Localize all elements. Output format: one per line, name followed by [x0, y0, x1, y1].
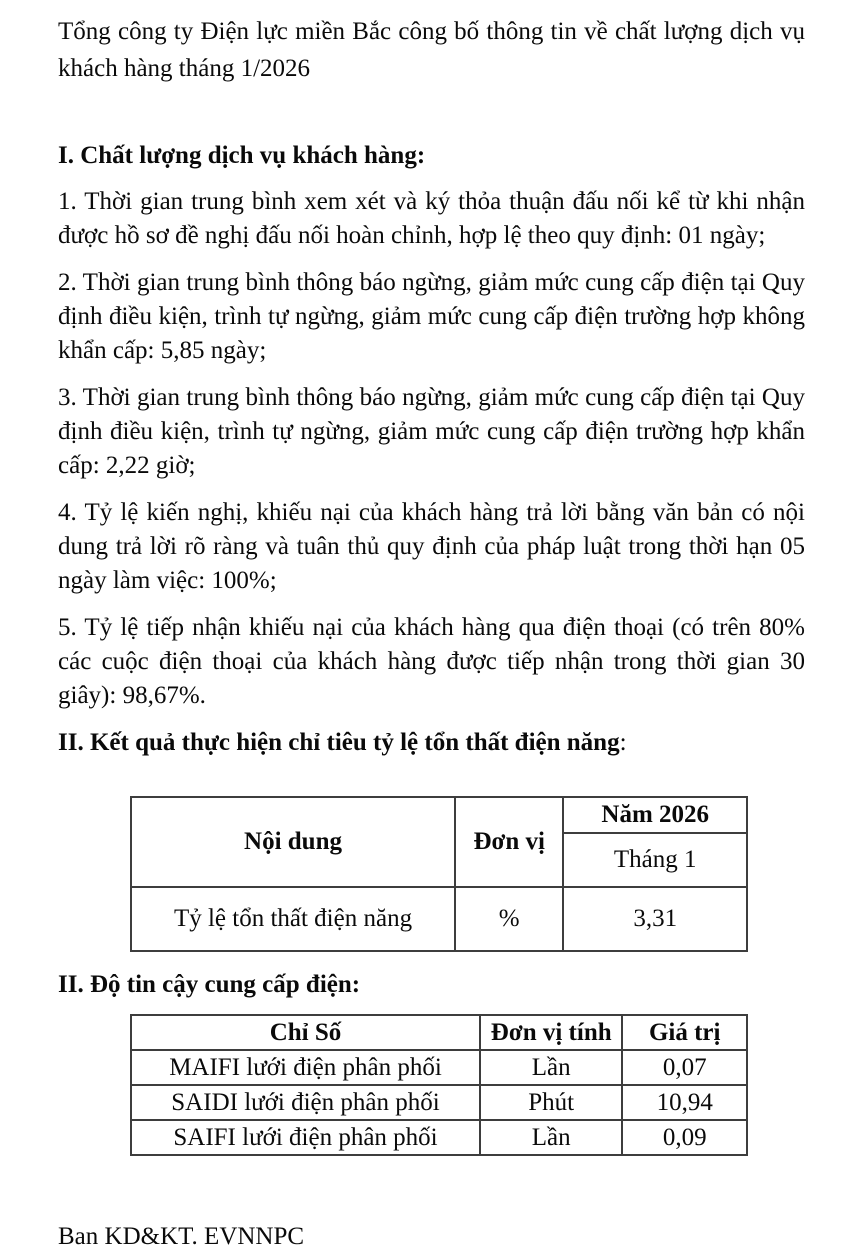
saidi-value: 10,94 [622, 1085, 747, 1120]
service-quality-item-5: 5. Tỷ lệ tiếp nhận khiếu nại của khách hàng qua điện thoại (có trên 80% các cuộc điện thoại của khách hàng được tiếp nhận trong thời gian 30 giây): 98,67%. [58, 614, 805, 709]
reliability-value-header: Giá trị [622, 1015, 747, 1050]
saifi-unit: Lần [480, 1120, 622, 1155]
reliability-unit-header: Đơn vị tính [480, 1015, 622, 1050]
footer-signature: Ban KD&KT. EVNNPC [58, 1223, 305, 1250]
loss-rate-label: Tỷ lệ tổn thất điện năng [131, 887, 455, 951]
table-header-row [131, 797, 747, 833]
service-quality-item-4: 4. Tỷ lệ kiến nghị, khiếu nại của khách hàng trả lời bằng văn bản có nội dung trả lời rõ ràng và tuân thủ quy định của pháp luật trong thời hạn 05 ngày làm việc: 100%; [58, 499, 805, 594]
maifi-value: 0,07 [622, 1050, 747, 1085]
loss-rate-table [130, 796, 748, 952]
loss-table-content-header: Nội dung [131, 797, 455, 887]
section-2-heading [58, 726, 805, 760]
section-3-heading: II. Độ tin cậy cung cấp điện: [58, 971, 361, 998]
loss-table-year-header: Năm 2026 [563, 797, 747, 833]
saidi-label: SAIDI lưới điện phân phối [131, 1085, 480, 1120]
loss-table-month-header: Tháng 1 [563, 833, 747, 887]
loss-rate-unit: % [455, 887, 563, 951]
reliability-index-header: Chỉ Số [131, 1015, 480, 1050]
reliability-table [130, 1014, 748, 1156]
saifi-value: 0,09 [622, 1120, 747, 1155]
page-title: Tổng công ty Điện lực miền Bắc công bố thông tin về chất lượng dịch vụ khách hàng tháng 1/2026 [58, 18, 805, 82]
saidi-unit: Phút [480, 1085, 622, 1120]
section-2-heading-colon: : [619, 729, 627, 756]
table-row [131, 1050, 747, 1085]
saifi-label: SAIFI lưới điện phân phối [131, 1120, 480, 1155]
table-row [131, 1085, 747, 1120]
loss-table-unit-header: Đơn vị [455, 797, 563, 887]
loss-rate-value: 3,31 [563, 887, 747, 951]
service-quality-item-1: 1. Thời gian trung bình xem xét và ký thỏa thuận đấu nối kể từ khi nhận được hồ sơ đề nghị đấu nối hoàn chỉnh, hợp lệ theo quy định: 01 ngày; [58, 188, 805, 249]
table-row [131, 1120, 747, 1155]
service-quality-item-2: 2. Thời gian trung bình thông báo ngừng, giảm mức cung cấp điện tại Quy định điều kiện, trình tự ngừng, giảm mức cung cấp điện trường hợp không khẩn cấp: 5,85 ngày; [58, 269, 805, 364]
section-1-heading: I. Chất lượng dịch vụ khách hàng: [58, 142, 426, 169]
service-quality-item-3: 3. Thời gian trung bình thông báo ngừng, giảm mức cung cấp điện tại Quy định điều kiện, trình tự ngừng, giảm mức cung cấp điện trường hợp khẩn cấp: 2,22 giờ; [58, 384, 805, 479]
maifi-label: MAIFI lưới điện phân phối [131, 1050, 480, 1085]
table-row [131, 887, 747, 951]
section-2-heading-text: II. Kết quả thực hiện chỉ tiêu tỷ lệ tổn thất điện năng [58, 729, 620, 756]
table-header-row [131, 1015, 747, 1050]
maifi-unit: Lần [480, 1050, 622, 1085]
